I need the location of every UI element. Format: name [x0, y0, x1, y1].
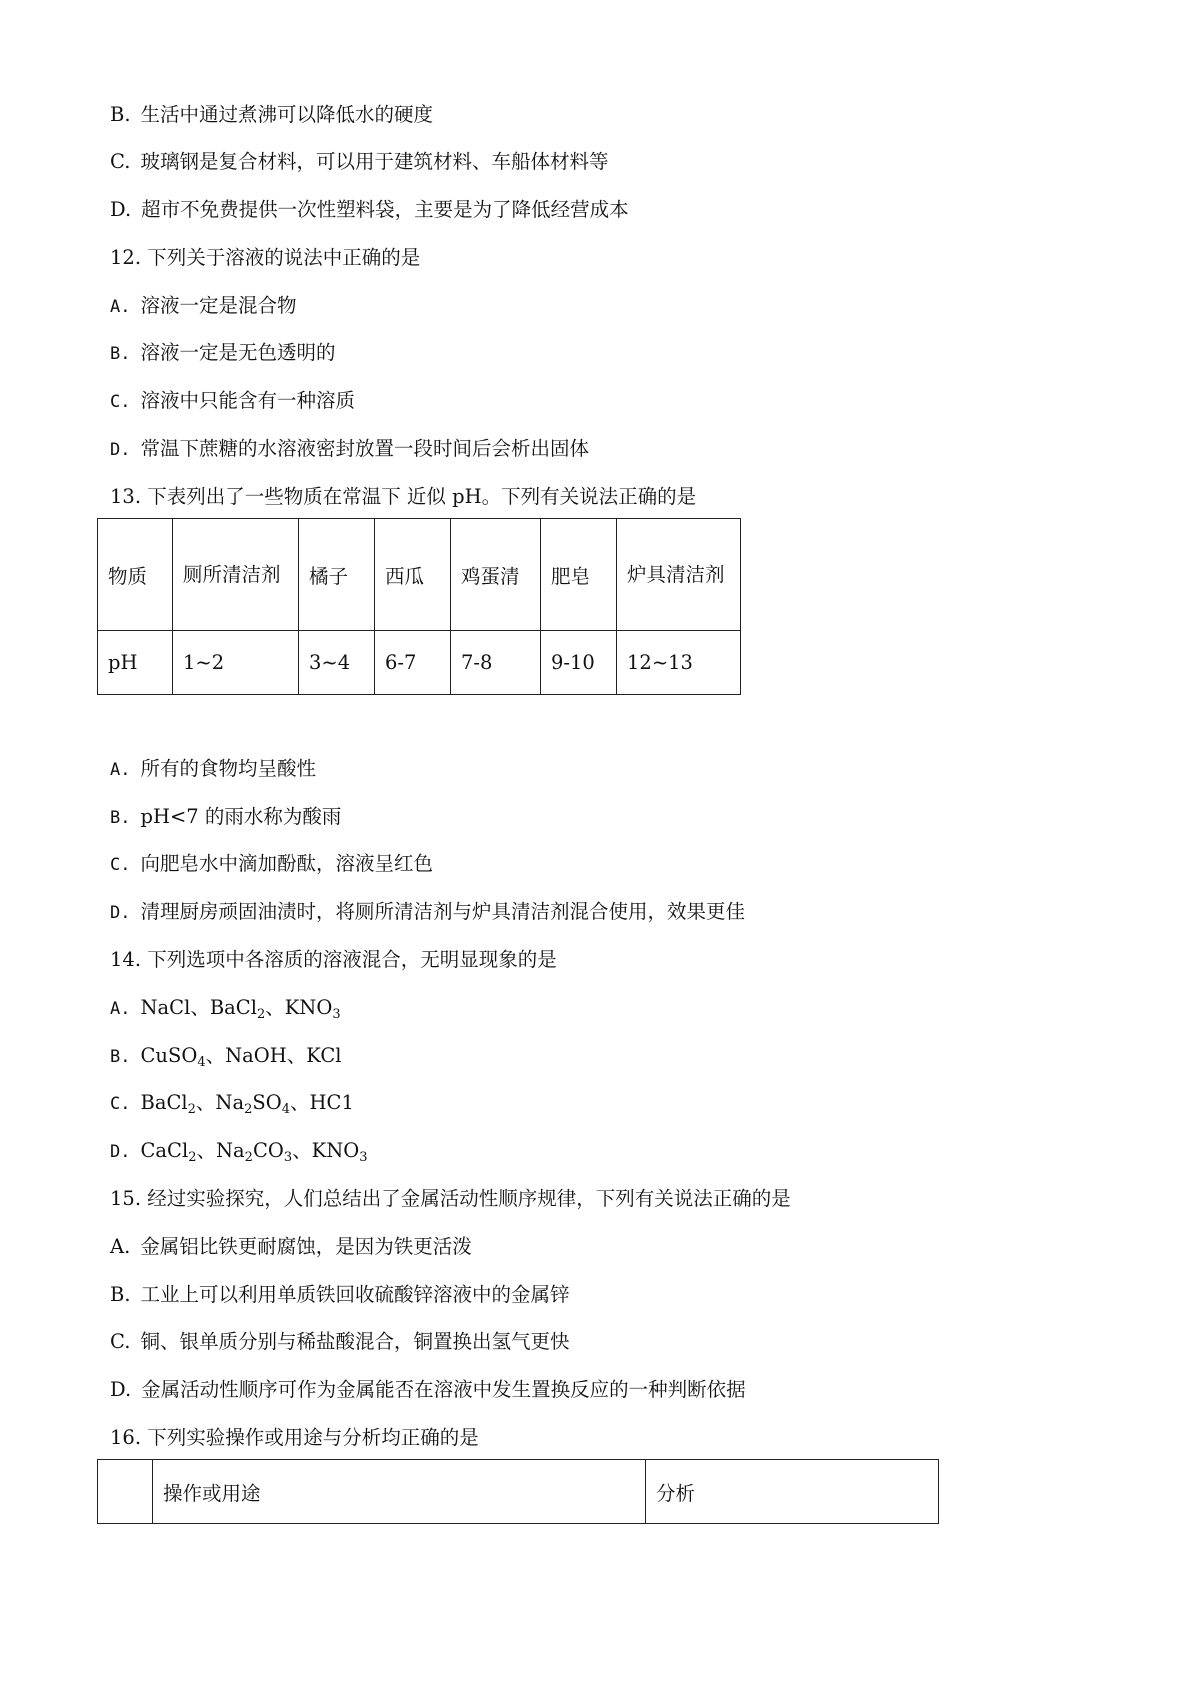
- option-label: C.: [110, 392, 131, 412]
- table-cell: 鸡蛋清: [451, 519, 541, 631]
- q12-option-d: [110, 437, 589, 462]
- option-text: 超市不免费提供一次性塑料袋，主要是为了降低经营成本: [141, 198, 629, 221]
- table-header-cell: 操作或用途: [153, 1460, 646, 1524]
- question-12-stem: 12. 下列关于溶液的说法中正确的是: [110, 246, 421, 269]
- option-label: A.: [110, 999, 131, 1019]
- option-formula: NaCl、BaCl$_2$、$KNO_3$: [140, 996, 341, 1022]
- table-cell: 3~4: [299, 631, 375, 695]
- ph-table: [97, 518, 741, 695]
- q13-option-c: [110, 852, 433, 877]
- table-cell: 橘子: [299, 519, 375, 631]
- q14-option-c: [110, 1091, 354, 1116]
- table-cell: [617, 519, 741, 631]
- table-cell: 9-10: [541, 631, 617, 695]
- q15-option-a: [110, 1235, 472, 1259]
- table-cell: 6-7: [375, 631, 451, 695]
- option-formula: BaCl$_2$、$Na_2SO_4$、HC1: [140, 1091, 354, 1117]
- option-text: 玻璃钢是复合材料，可以用于建筑材料、车船体材料等: [140, 150, 609, 173]
- q15-option-c: [110, 1330, 569, 1354]
- option-text: 所有的食物均呈酸性: [140, 757, 316, 780]
- table-row: [98, 519, 741, 631]
- option-label: C.: [110, 150, 131, 173]
- question-14-stem: 14. 下列选项中各溶质的溶液混合，无明显现象的是: [110, 948, 557, 971]
- table-header-cell: 分析: [646, 1460, 939, 1524]
- q14-option-a: [110, 996, 341, 1021]
- option-label: A.: [110, 1235, 131, 1258]
- table-cell: [173, 519, 299, 631]
- option-label: B.: [110, 103, 131, 126]
- option-label: B.: [110, 344, 131, 364]
- option-text: 工业上可以利用单质铁回收硫酸锌溶液中的金属锌: [140, 1283, 570, 1306]
- option-label: C.: [110, 855, 131, 875]
- option-c: [110, 150, 608, 174]
- option-label: B.: [110, 1283, 131, 1306]
- option-text: 生活中通过煮沸可以降低水的硬度: [140, 103, 434, 126]
- option-text: 清理厨房顽固油渍时，将厕所清洁剂与炉具清洁剂混合使用，效果更佳: [140, 900, 745, 923]
- q13-option-d: [110, 900, 745, 925]
- table-cell: 肥皂: [541, 519, 617, 631]
- q13-option-b: [110, 805, 341, 830]
- option-label: C.: [110, 1094, 131, 1114]
- option-label: D.: [110, 1142, 131, 1162]
- option-label: B.: [110, 808, 131, 828]
- option-formula: CaCl$_2$、$Na_2CO_3$、$KNO_3$: [140, 1139, 368, 1165]
- q14-option-d: [110, 1139, 368, 1164]
- option-text: pH<7 的雨水称为酸雨: [140, 805, 342, 828]
- option-label: C.: [110, 1330, 131, 1353]
- question-13-stem: 13. 下表列出了一些物质在常温下 近似 pH。下列有关说法正确的是: [110, 485, 697, 508]
- option-label: D.: [110, 1378, 132, 1401]
- option-text: 向肥皂水中滴加酚酞，溶液呈红色: [140, 852, 433, 875]
- table-cell: 西瓜: [375, 519, 451, 631]
- option-text: 常温下蔗糖的水溶液密封放置一段时间后会析出固体: [140, 437, 589, 460]
- option-text: 铜、银单质分别与稀盐酸混合，铜置换出氢气更快: [140, 1330, 570, 1353]
- option-d: [110, 198, 629, 222]
- q12-option-a: [110, 294, 297, 319]
- option-text: 溶液中只能含有一种溶质: [140, 389, 355, 412]
- q13-option-a: [110, 757, 316, 782]
- question-15-stem: 15. 经过实验探究，人们总结出了金属活动性顺序规律，下列有关说法正确的是: [110, 1187, 791, 1210]
- table-header-cell: [98, 1460, 153, 1524]
- option-label: D.: [110, 903, 131, 923]
- table-cell: 1~2: [173, 631, 299, 695]
- table-cell: 7-8: [451, 631, 541, 695]
- option-label: B.: [110, 1047, 131, 1067]
- question-16-stem: 16. 下列实验操作或用途与分析均正确的是: [110, 1426, 479, 1449]
- option-text: 金属活动性顺序可作为金属能否在溶液中发生置换反应的一种判断依据: [141, 1378, 746, 1401]
- option-text: 溶液一定是无色透明的: [140, 341, 336, 364]
- q12-option-b: [110, 341, 336, 366]
- q15-option-b: [110, 1283, 570, 1307]
- operation-analysis-table: [97, 1459, 939, 1524]
- option-label: A.: [110, 297, 131, 317]
- option-b: [110, 103, 433, 127]
- table-cell: pH: [98, 631, 173, 695]
- option-label: D.: [110, 440, 131, 460]
- option-text: 金属铝比铁更耐腐蚀，是因为铁更活泼: [140, 1235, 472, 1258]
- q14-option-b: [110, 1044, 341, 1069]
- q15-option-d: [110, 1378, 746, 1402]
- cell-text: 厕所清洁剂: [183, 562, 281, 586]
- option-formula: CuSO$_4$、NaOH、KCl: [140, 1044, 342, 1070]
- table-cell: 12~13: [617, 631, 741, 695]
- option-label: D.: [110, 198, 132, 221]
- table-cell: 物质: [98, 519, 173, 631]
- table-row: [98, 631, 741, 695]
- cell-text: 炉具清洁剂: [627, 562, 725, 586]
- q12-option-c: [110, 389, 355, 414]
- option-text: 溶液一定是混合物: [140, 294, 297, 317]
- table-header-row: [98, 1460, 939, 1524]
- option-label: A.: [110, 760, 131, 780]
